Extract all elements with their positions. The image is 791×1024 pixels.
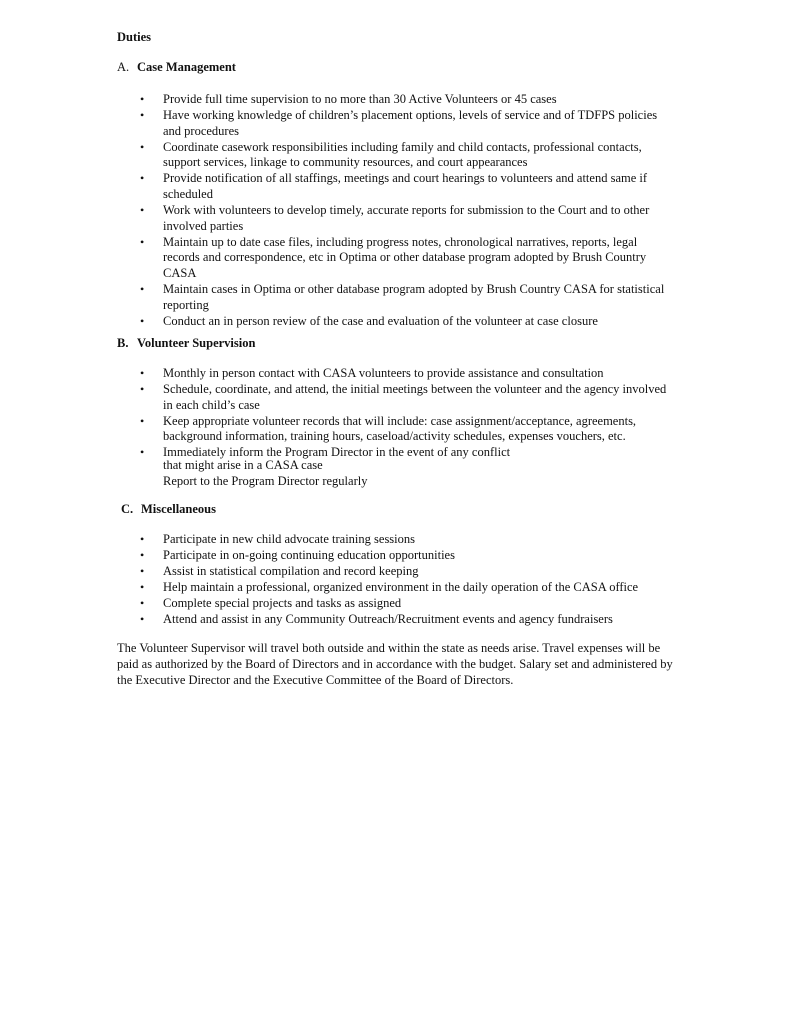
section-title: Case Management <box>137 60 236 74</box>
section-letter: A. <box>117 60 130 74</box>
list-item: • Work with volunteers to develop timely, accurate reports for submission to the Court and to other involved parties <box>0 203 791 234</box>
list-item: • Help maintain a professional, organized environment in the daily operation of the CASA office <box>0 580 791 596</box>
closing-paragraph: The Volunteer Supervisor will travel both outside and within the state as needs arise. Travel expenses will be paid as authorized by the Board of Directors and in accordance with the budget. Salary set and administered by the Executive Director and the Executive Committee of the Board of Directors. <box>117 641 673 687</box>
section-title: Volunteer Supervision <box>137 336 256 350</box>
continuation-line: that might arise in a CASA case <box>163 458 323 472</box>
list-item: • Maintain cases in Optima or other database program adopted by Brush Country CASA for statistical reporting <box>0 282 791 313</box>
list-item: • Keep appropriate volunteer records that will include: case assignment/acceptance, agreements, background information, training hours, caseload/activity schedules, expenses vouchers, etc. <box>0 414 791 445</box>
section-title: Miscellaneous <box>141 502 216 516</box>
list-item: • Conduct an in person review of the case and evaluation of the volunteer at case closure <box>0 314 791 330</box>
continuation-line: Report to the Program Director regularly <box>163 473 368 488</box>
list-item: • Participate in on-going continuing education opportunities <box>0 548 791 564</box>
section-heading-miscellaneous <box>121 502 216 517</box>
list-item: • Monthly in person contact with CASA volunteers to provide assistance and consultation <box>0 366 791 382</box>
list-item: • Assist in statistical compilation and record keeping <box>0 564 791 580</box>
list-item: • Attend and assist in any Community Outreach/Recruitment events and agency fundraisers <box>0 612 791 628</box>
list-item: • Have working knowledge of children’s placement options, levels of service and of TDFPS policies and procedures <box>0 108 791 139</box>
list-item: • Coordinate casework responsibilities including family and child contacts, professional contacts, support services, linkage to community resources, and court appearances <box>0 140 791 171</box>
list-item: • Complete special projects and tasks as assigned <box>0 596 791 612</box>
volunteer-supervision-list <box>0 366 791 462</box>
section-letter: B. <box>117 336 129 350</box>
list-item: • Immediately inform the Program Director in the event of any conflict <box>0 445 791 461</box>
list-item: • Maintain up to date case files, including progress notes, chronological narratives, reports, legal records and correspondence, etc in Optima or other database program adopted by Brush Country CASA <box>0 235 791 282</box>
list-item: • Provide full time supervision to no more than 30 Active Volunteers or 45 cases <box>0 92 791 108</box>
page-title: Duties <box>117 30 152 44</box>
section-heading-volunteer-supervision <box>117 336 255 351</box>
list-item: • Schedule, coordinate, and attend, the initial meetings between the volunteer and the agency involved in each child’s case <box>0 382 791 413</box>
section-heading-case-management <box>117 60 236 75</box>
case-management-list <box>0 92 791 330</box>
miscellaneous-list <box>0 532 791 629</box>
list-item: • Participate in new child advocate training sessions <box>0 532 791 548</box>
list-item: • Provide notification of all staffings, meetings and court hearings to volunteers and attend same if scheduled <box>0 171 791 202</box>
list-continuation <box>163 458 367 489</box>
section-letter: C. <box>121 502 134 516</box>
